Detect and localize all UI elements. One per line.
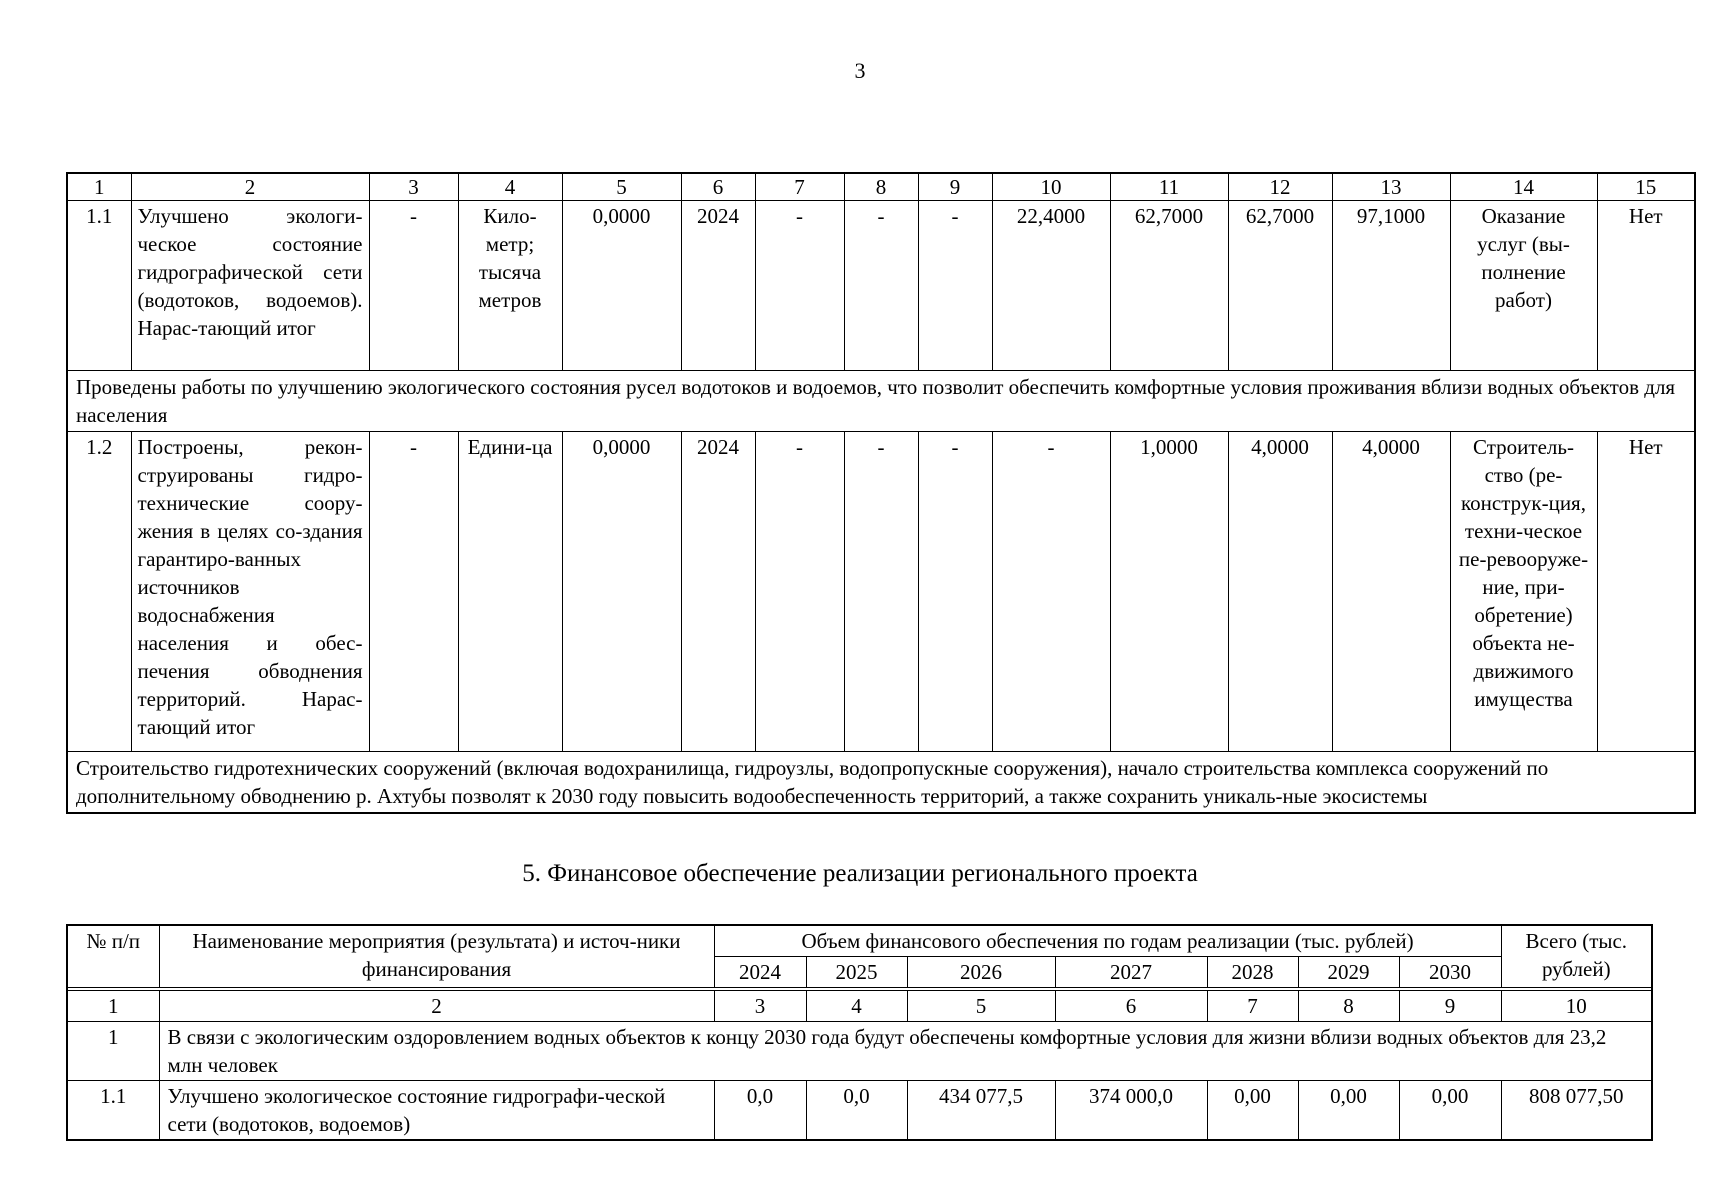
year-header: 2027	[1055, 957, 1207, 988]
header-cell: 3	[369, 173, 458, 201]
table-cell: 4,0000	[1228, 432, 1332, 752]
base-value: 0,0000	[562, 432, 681, 752]
row-number: 1.2	[67, 432, 131, 752]
table-cell: -	[369, 201, 458, 371]
table-cell: 22,4000	[992, 201, 1110, 371]
section-text: В связи с экологическим оздоровлением водных объектов к концу 2030 года будут обеспечены комфортные условия для жизни вблизи водных объектов для 23,2 млн человек	[159, 1022, 1652, 1081]
year-header: 2026	[907, 957, 1055, 988]
amount-cell: 374 000,0	[1055, 1081, 1207, 1141]
results-table	[66, 172, 1696, 814]
header-cell: 13	[1332, 173, 1450, 201]
result-row	[67, 201, 1695, 371]
year-header: 2024	[714, 957, 806, 988]
header-cell: 11	[1110, 173, 1228, 201]
header-cell: 6	[681, 173, 755, 201]
col-volume-header: Объем финансового обеспечения по годам реализации (тыс. рублей)	[714, 925, 1501, 957]
financing-index-row	[67, 991, 1652, 1022]
amount-cell: 0,0	[806, 1081, 907, 1141]
row-number: 1.1	[67, 201, 131, 371]
header-cell: 15	[1597, 173, 1695, 201]
year-header: 2028	[1207, 957, 1298, 988]
table-cell: -	[918, 201, 992, 371]
header-cell: 9	[918, 173, 992, 201]
financing-table	[66, 924, 1653, 1141]
amount-cell: 0,00	[1298, 1081, 1399, 1141]
index-cell: 10	[1501, 991, 1652, 1022]
index-cell: 6	[1055, 991, 1207, 1022]
amount-cell: 434 077,5	[907, 1081, 1055, 1141]
index-cell: 8	[1298, 991, 1399, 1022]
year-header: 2030	[1399, 957, 1501, 988]
result-note: Проведены работы по улучшению экологического состояния русел водотоков и водоемов, что позволит обеспечить комфортные условия проживания вблизи водных объектов для населения	[67, 371, 1695, 432]
amount-cell: 0,00	[1207, 1081, 1298, 1141]
header-cell: 4	[458, 173, 562, 201]
base-value: 0,0000	[562, 201, 681, 371]
financing-data-row	[67, 1081, 1652, 1141]
table-cell: -	[755, 432, 844, 752]
header-cell: 12	[1228, 173, 1332, 201]
table-cell: -	[992, 432, 1110, 752]
index-cell: 3	[714, 991, 806, 1022]
table-cell: -	[918, 432, 992, 752]
result-note: Строительство гидротехнических сооружений (включая водохранилища, гидроузлы, водопропускные сооружения), начало строительства комплекса сооружений по дополнительному обводнению р. Ахтубы позволят к 2030 году повысить водообеспеченность территорий, а также сохранить уникаль-ные экосистемы	[67, 752, 1695, 814]
result-note-row	[67, 752, 1695, 814]
financing-header-row	[67, 925, 1652, 957]
index-cell: 5	[907, 991, 1055, 1022]
table-cell: 97,1000	[1332, 201, 1450, 371]
table-cell: -	[369, 432, 458, 752]
header-cell: 10	[992, 173, 1110, 201]
total-amount: 808 077,50	[1501, 1081, 1652, 1141]
header-cell: 1	[67, 173, 131, 201]
page-number: 3	[854, 58, 866, 83]
header-cell: 14	[1450, 173, 1597, 201]
table-cell: Нет	[1597, 201, 1695, 371]
year-header: 2025	[806, 957, 907, 988]
activity-name: Улучшено экологическое состояние гидрографи-ческой сети (водотоков, водоемов)	[159, 1081, 714, 1141]
section-number: 1	[67, 1022, 159, 1081]
row-number: 1.1	[67, 1081, 159, 1141]
result-type: Оказание услуг (вы-полнение работ)	[1450, 201, 1597, 371]
result-note-row	[67, 371, 1695, 432]
col-number-header: № п/п	[67, 925, 159, 988]
table-cell: -	[844, 201, 918, 371]
col-total-header: Всего (тыс. рублей)	[1501, 925, 1652, 988]
table-cell: 62,7000	[1228, 201, 1332, 371]
col-name-header: Наименование мероприятия (результата) и источ-ники финансирования	[159, 925, 714, 988]
index-cell: 7	[1207, 991, 1298, 1022]
table-cell: -	[844, 432, 918, 752]
header-cell: 7	[755, 173, 844, 201]
table-cell: 62,7000	[1110, 201, 1228, 371]
base-year: 2024	[681, 201, 755, 371]
unit-cell: Едини-ца	[458, 432, 562, 752]
amount-cell: 0,00	[1399, 1081, 1501, 1141]
header-cell: 8	[844, 173, 918, 201]
result-type: Строитель-ство (ре-конструк-ция, техни-ческое пе-ревооруже-ние, при-обретение) объекта не-движимого имущества	[1450, 432, 1597, 752]
unit-cell: Кило-метр; тысяча метров	[458, 201, 562, 371]
table-cell: Нет	[1597, 432, 1695, 752]
result-name: Улучшено экологи-ческое состояние гидрографической сети (водотоков, водоемов). Нарас-тающий итог	[131, 201, 369, 371]
index-cell: 9	[1399, 991, 1501, 1022]
financing-section-row	[67, 1022, 1652, 1081]
index-cell: 4	[806, 991, 907, 1022]
base-year: 2024	[681, 432, 755, 752]
table-cell: 1,0000	[1110, 432, 1228, 752]
results-header-row	[67, 173, 1695, 201]
section-title: 5. Финансовое обеспечение реализации регионального проекта	[522, 860, 1198, 887]
table-cell: -	[755, 201, 844, 371]
result-name: Построены, рекон-струированы гидро-технические соору-жения в целях со-здания гарантиро-ванных источников водоснабжения населения и обес-печения обводнения территорий. Нарас-тающий итог	[131, 432, 369, 752]
year-header: 2029	[1298, 957, 1399, 988]
header-cell: 5	[562, 173, 681, 201]
result-row	[67, 432, 1695, 752]
table-cell: 4,0000	[1332, 432, 1450, 752]
header-cell: 2	[131, 173, 369, 201]
index-cell: 2	[159, 991, 714, 1022]
index-cell: 1	[67, 991, 159, 1022]
amount-cell: 0,0	[714, 1081, 806, 1141]
